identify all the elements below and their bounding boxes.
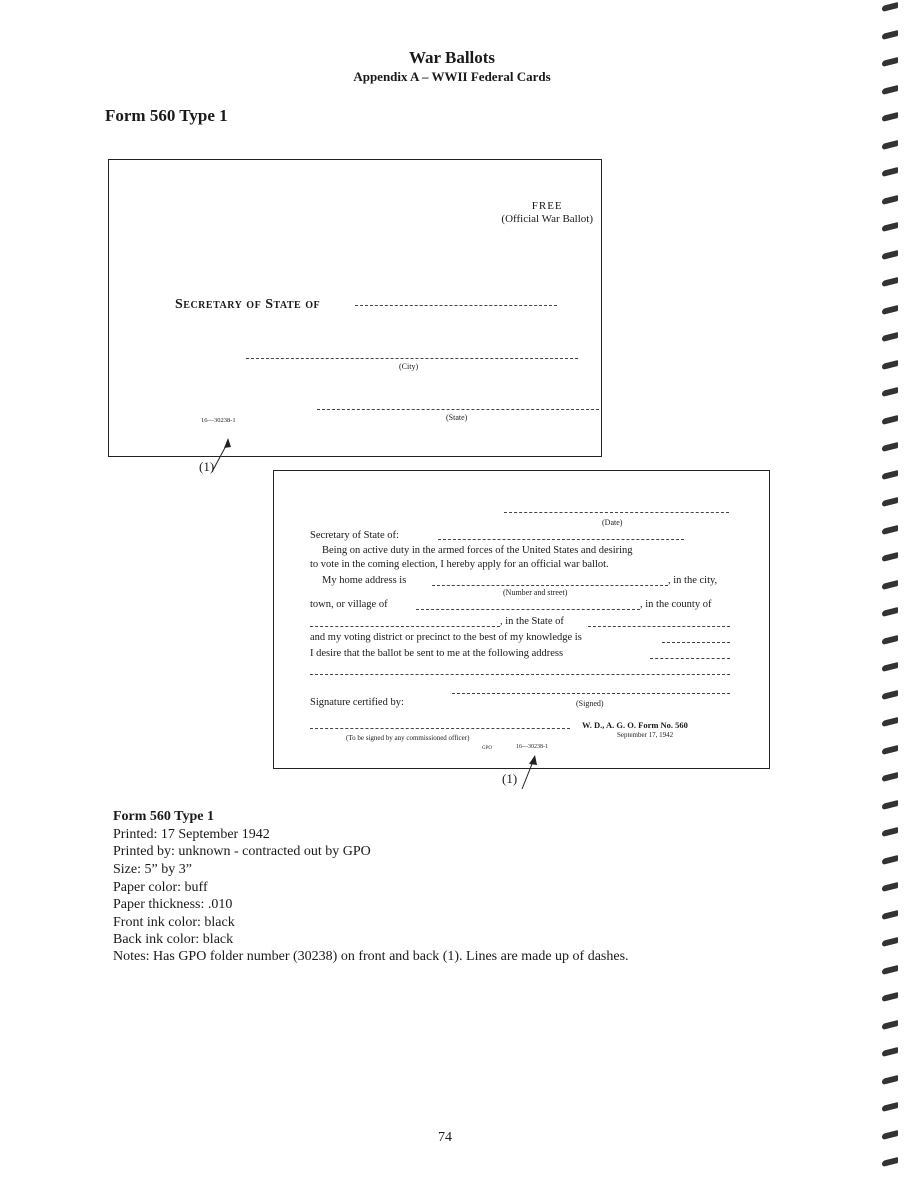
front-card <box>108 159 602 457</box>
free-label: FREE <box>531 200 563 212</box>
signature-certified-label: Signature certified by: <box>310 697 404 708</box>
spiral-coil <box>882 910 898 920</box>
detail-paper-thickness: Paper thickness: .010 <box>113 897 233 912</box>
spiral-coil <box>882 525 898 535</box>
detail-front-ink: Front ink color: black <box>113 915 235 930</box>
spiral-coil <box>882 30 898 40</box>
spiral-coil <box>882 1157 898 1167</box>
spiral-coil <box>882 992 898 1002</box>
spiral-coil <box>882 1102 898 1112</box>
spiral-coil <box>882 387 898 397</box>
front-folder-number: 16—30238-1 <box>201 417 236 424</box>
spiral-coil <box>882 772 898 782</box>
details-title: Form 560 Type 1 <box>113 809 214 824</box>
back-callout-label: (1) <box>502 771 518 786</box>
section-title: Form 560 Type 1 <box>105 106 228 125</box>
spiral-coil <box>882 140 898 150</box>
spiral-coil <box>882 277 898 287</box>
district-line <box>662 642 730 643</box>
secretary-line <box>438 539 684 540</box>
town-line <box>416 609 640 610</box>
page-number: 74 <box>438 1130 452 1145</box>
voting-district-label: and my voting district or precinct to the best of my knowledge is <box>310 632 582 643</box>
spiral-coil <box>882 690 898 700</box>
spiral-coil <box>882 222 898 232</box>
secretary-line-label: Secretary of State of: <box>310 530 399 541</box>
in-county-label: , in the county of <box>640 599 712 610</box>
spiral-coil <box>882 497 898 507</box>
date-label: (Date) <box>602 518 623 527</box>
spiral-coil <box>882 937 898 947</box>
secretary-of-state-label: Secretary of State of <box>175 297 321 312</box>
desire-ballot-label: I desire that the ballot be sent to me at the following address <box>310 648 564 659</box>
state-label: (State) <box>446 413 468 422</box>
detail-size: Size: 5” by 3” <box>113 862 192 877</box>
spiral-coil <box>882 57 898 67</box>
in-state-label: , in the State of <box>500 616 564 627</box>
officer-line <box>310 728 570 729</box>
spiral-coil <box>882 800 898 810</box>
spiral-coil <box>882 167 898 177</box>
in-the-city-label: , in the city, <box>668 575 718 586</box>
official-war-ballot-label: (Official War Ballot) <box>501 213 593 225</box>
officer-label: (To be signed by any commissioned officer) <box>346 734 470 742</box>
front-callout-label: (1) <box>199 459 215 474</box>
gpo-label: GPO <box>482 746 493 751</box>
spiral-coil <box>882 470 898 480</box>
detail-paper-color: Paper color: buff <box>113 880 208 895</box>
spiral-coil <box>882 415 898 425</box>
detail-notes: Notes: Has GPO folder number (30238) on front and back (1). Lines are made up of dashes. <box>113 949 629 964</box>
paragraph-line-1: Being on active duty in the armed forces of the United States and desiring <box>322 545 633 556</box>
spiral-coil <box>882 332 898 342</box>
signed-label: (Signed) <box>576 699 604 708</box>
secretary-line <box>355 305 557 306</box>
spiral-coil <box>882 2 898 12</box>
home-address-label: My home address is <box>322 575 407 586</box>
spiral-coil <box>882 250 898 260</box>
spiral-coil <box>882 855 898 865</box>
spiral-coil <box>882 442 898 452</box>
detail-printed-by: Printed by: unknown - contracted out by GPO <box>113 844 371 859</box>
spiral-coil <box>882 717 898 727</box>
form-number-label: W. D., A. G. O. Form No. 560 <box>582 720 688 730</box>
county-line <box>310 626 500 627</box>
spiral-binding <box>878 0 900 1177</box>
detail-printed: Printed: 17 September 1942 <box>113 827 270 842</box>
free-stamp <box>501 200 593 226</box>
spiral-coil <box>882 112 898 122</box>
address-line-1 <box>650 658 730 659</box>
spiral-coil <box>882 1130 898 1140</box>
spiral-coil <box>882 1047 898 1057</box>
page-subtitle: Appendix A – WWII Federal Cards <box>353 69 551 84</box>
signed-line <box>452 693 730 694</box>
back-card <box>273 470 770 769</box>
town-village-label: town, or village of <box>310 599 388 610</box>
spiral-coil <box>882 1020 898 1030</box>
spiral-coil <box>882 827 898 837</box>
spiral-coil <box>882 1075 898 1085</box>
spiral-coil <box>882 662 898 672</box>
spiral-coil <box>882 195 898 205</box>
state-line <box>317 409 599 410</box>
spiral-coil <box>882 607 898 617</box>
detail-back-ink: Back ink color: black <box>113 932 234 947</box>
spiral-coil <box>882 745 898 755</box>
spiral-coil <box>882 882 898 892</box>
state-line <box>588 626 730 627</box>
spiral-coil <box>882 360 898 370</box>
spiral-coil <box>882 552 898 562</box>
spiral-coil <box>882 580 898 590</box>
date-line <box>504 512 729 513</box>
spiral-coil <box>882 305 898 315</box>
city-label: (City) <box>399 362 419 371</box>
page-title: War Ballots <box>408 48 496 67</box>
form-date-label: September 17, 1942 <box>617 731 674 739</box>
spiral-coil <box>882 635 898 645</box>
number-street-label: (Number and street) <box>503 588 568 597</box>
back-folder-number: 16—30238-1 <box>516 744 548 750</box>
spiral-coil <box>882 965 898 975</box>
address-line-2 <box>310 674 730 675</box>
spiral-coil <box>882 85 898 95</box>
paragraph-line-2: to vote in the coming election, I hereby apply for an official war ballot. <box>310 559 609 570</box>
city-line <box>246 358 578 359</box>
